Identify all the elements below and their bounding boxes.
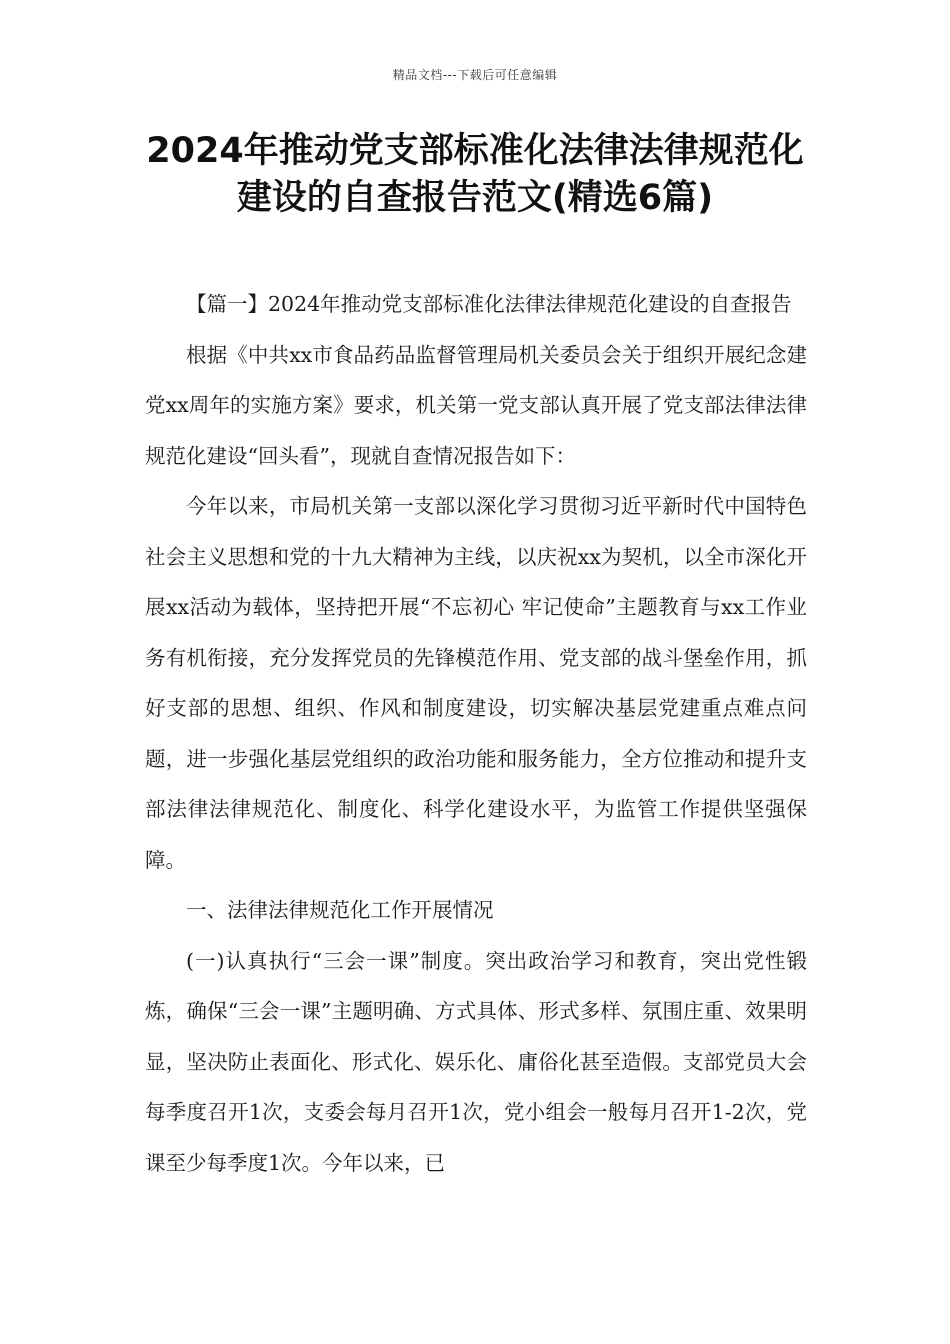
header-note: 精品文档---下载后可任意编辑 xyxy=(392,68,558,82)
document-title: 2024年推动党支部标准化法律法律规范化建设的自查报告范文(精选6篇) xyxy=(146,131,804,218)
section-heading-part-one: 【篇一】2024年推动党支部标准化法律法律规范化建设的自查报告 xyxy=(186,292,792,316)
section-heading: 一、法律法律规范化工作开展情况 xyxy=(186,898,494,922)
document-body xyxy=(145,279,807,1188)
body-paragraph: 根据《中共xx市食品药品监督管理局机关委员会关于组织开展纪念建党xx周年的实施方案》要求，机关第一党支部认真开展了党支部法律法律规范化建设“回头看”，现就自查情况报告如下： xyxy=(145,342,807,468)
body-paragraph: (一)认真执行“三会一课”制度。突出政治学习和教育，突出党性锻炼，确保“三会一课”主题明确、方式具体、形式多样、氛围庄重、效果明显，坚决防止表面化、形式化、娱乐化、庸俗化甚至造假。支部党员大会每季度召开1次，支委会每月召开1次，党小组会一般每月召开1-2次，党课至少每季度1次。今年以来，已 xyxy=(145,948,807,1175)
body-paragraph: 今年以来，市局机关第一支部以深化学习贯彻习近平新时代中国特色社会主义思想和党的十九大精神为主线，以庆祝xx为契机，以全市深化开展xx活动为载体，坚持把开展“不忘初心 牢记使命”主题教育与xx工作业务有机衔接，充分发挥党员的先锋模范作用、党支部的战斗堡垒作用，抓好支部的思想、组织、作风和制度建设，切实解决基层党建重点难点问题，进一步强化基层党组织的政治功能和服务能力，全方位推动和提升支部法律法律规范化、制度化、科学化建设水平，为监管工作提供坚强保障。 xyxy=(145,494,807,872)
